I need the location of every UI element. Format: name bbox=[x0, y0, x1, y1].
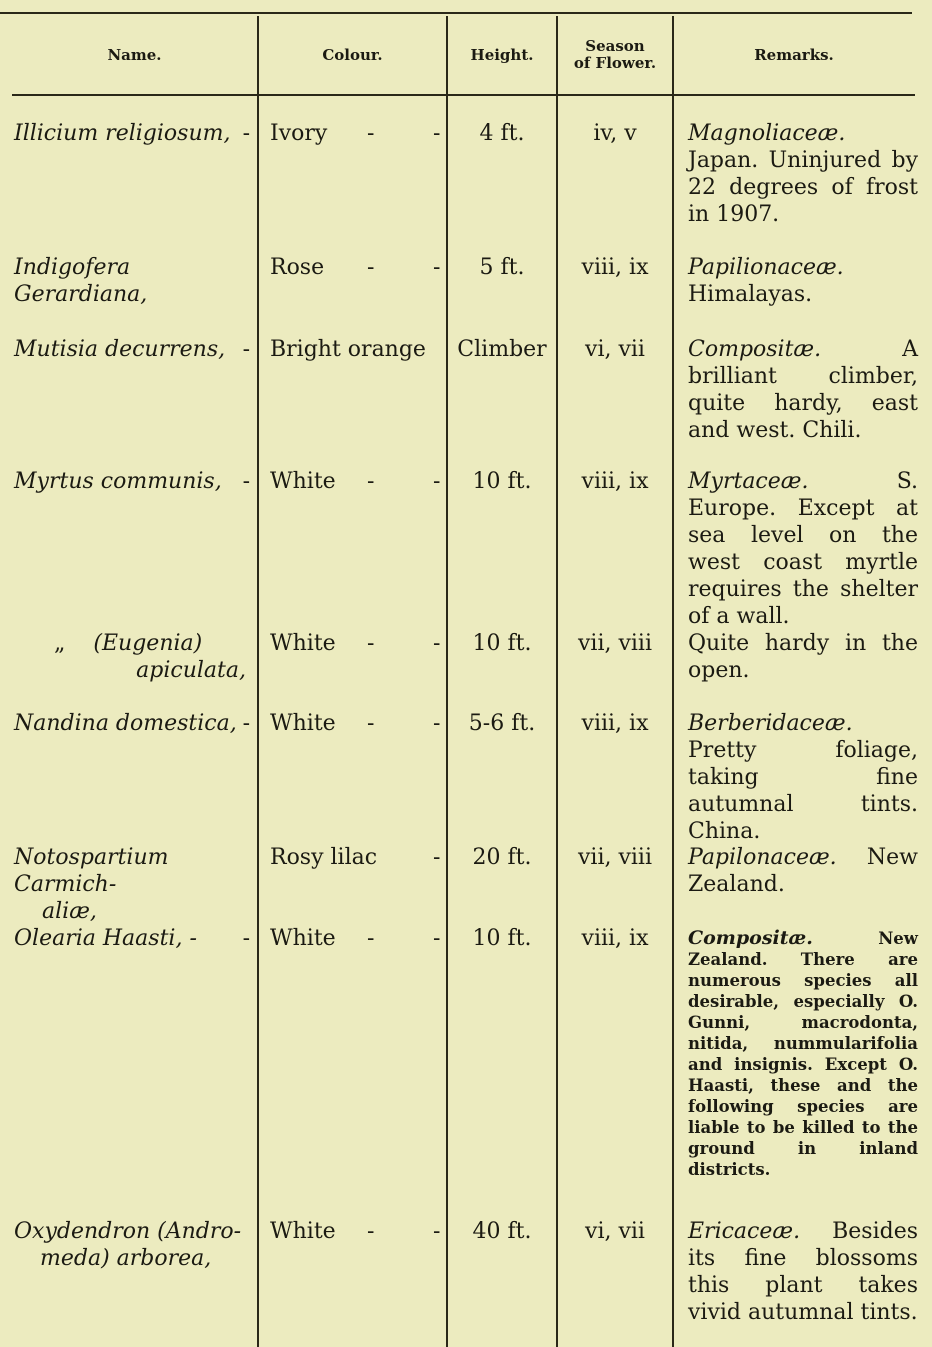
table-row-name: Olearia Haasti, - - bbox=[14, 926, 250, 951]
table-row-height: 5 ft. bbox=[479, 255, 525, 280]
table-row-season: vi, vii bbox=[585, 337, 645, 362]
table-row-height: 10 ft. bbox=[472, 926, 532, 951]
table-row-remarks: Papilonaceæ. New Zealand. bbox=[688, 845, 918, 897]
table-row-colour: White - - bbox=[270, 469, 441, 494]
column-rule bbox=[257, 16, 259, 1347]
table-row-colour: Ivory - - bbox=[270, 121, 441, 146]
table-row-colour: Bright orange bbox=[270, 337, 426, 362]
table-row-season: viii, ix bbox=[581, 255, 649, 280]
column-rule bbox=[556, 16, 558, 1347]
table-row-height: 5-6 ft. bbox=[468, 711, 536, 736]
table-row-height: 10 ft. bbox=[472, 469, 532, 494]
top-rule bbox=[0, 12, 912, 14]
table-row-name: „ (Eugenia) apiculata, bbox=[54, 631, 246, 683]
table-row-season: vii, viii bbox=[577, 845, 653, 870]
table-row-season: viii, ix bbox=[581, 926, 649, 951]
table-row-name: Myrtus communis, - bbox=[14, 469, 250, 494]
table-row-height: 10 ft. bbox=[472, 631, 532, 656]
table-row-remarks: Papilionaceæ. Himalayas. bbox=[688, 255, 844, 307]
table-row-height: 40 ft. bbox=[472, 1219, 532, 1244]
header-height: Height. bbox=[470, 45, 534, 64]
table-row-season: vi, vii bbox=[585, 1219, 645, 1244]
table-row-colour: White - - bbox=[270, 711, 441, 736]
table-row-name: Illicium religiosum, - bbox=[14, 121, 250, 146]
table-row-season: viii, ix bbox=[581, 711, 649, 736]
table-row-height: Climber bbox=[457, 337, 547, 362]
header-name: Name. bbox=[107, 45, 162, 64]
table-row-season: iv, v bbox=[593, 121, 637, 146]
table-row-name: Mutisia decurrens, - bbox=[14, 337, 250, 362]
table-row-colour: White - - bbox=[270, 926, 441, 951]
table-row-colour: White - - bbox=[270, 1219, 441, 1244]
table-row-remarks: Quite hardy in the open. bbox=[688, 631, 918, 683]
table-row-name: Indigofera Gerardiana, bbox=[14, 255, 148, 307]
table-row-remarks: Compositæ. A brilliant climber, quite hardy, east and west. Chili. bbox=[688, 337, 918, 443]
column-rule bbox=[672, 16, 674, 1347]
table-row-remarks: Myrtaceæ. S. Europe. Except at sea level on the west coast myrtle requires the shelter of a wall. bbox=[688, 469, 918, 629]
header-rule bbox=[12, 94, 915, 96]
table-row-colour: Rosy lilac - bbox=[270, 845, 441, 870]
table-row-colour: Rose - - bbox=[270, 255, 441, 280]
table-row-name: Notospartium Carmich- aliæ, bbox=[14, 845, 169, 924]
table-row-remarks: Berberidaceæ. Pretty foliage, taking fine autumnal tints. China. bbox=[688, 711, 918, 844]
table-row-name: Nandina domestica, - bbox=[14, 711, 250, 736]
table-row-remarks: Compositæ. New Zealand. There are numerous species all desirable, especially O. Gunni, macrodonta, nitida, nummularifolia and insignis. Except O. Haasti, these and the following species are liable to be killed to the ground in inland districts. bbox=[688, 927, 918, 1179]
table-row-height: 4 ft. bbox=[479, 121, 525, 146]
header-season bbox=[558, 30, 672, 80]
column-rule bbox=[446, 16, 448, 1347]
table-row-season: viii, ix bbox=[581, 469, 649, 494]
header-colour: Colour. bbox=[322, 45, 383, 64]
table-row-remarks: Magnoliaceæ. Japan. Uninjured by 22 degrees of frost in 1907. bbox=[688, 121, 918, 227]
header-season-line1: Season bbox=[585, 37, 645, 55]
table-row-colour: White - - bbox=[270, 631, 441, 656]
table-row-name: Oxydendron (Andro- meda) arborea, bbox=[14, 1219, 242, 1271]
table-row-season: vii, viii bbox=[577, 631, 653, 656]
table-row-remarks: Ericaceæ. Besides its fine blossoms this plant takes vivid autumnal tints. bbox=[688, 1219, 918, 1325]
table-row-height: 20 ft. bbox=[472, 845, 532, 870]
header-season-line2: of Flower. bbox=[573, 54, 657, 72]
header-remarks: Remarks. bbox=[754, 45, 834, 64]
